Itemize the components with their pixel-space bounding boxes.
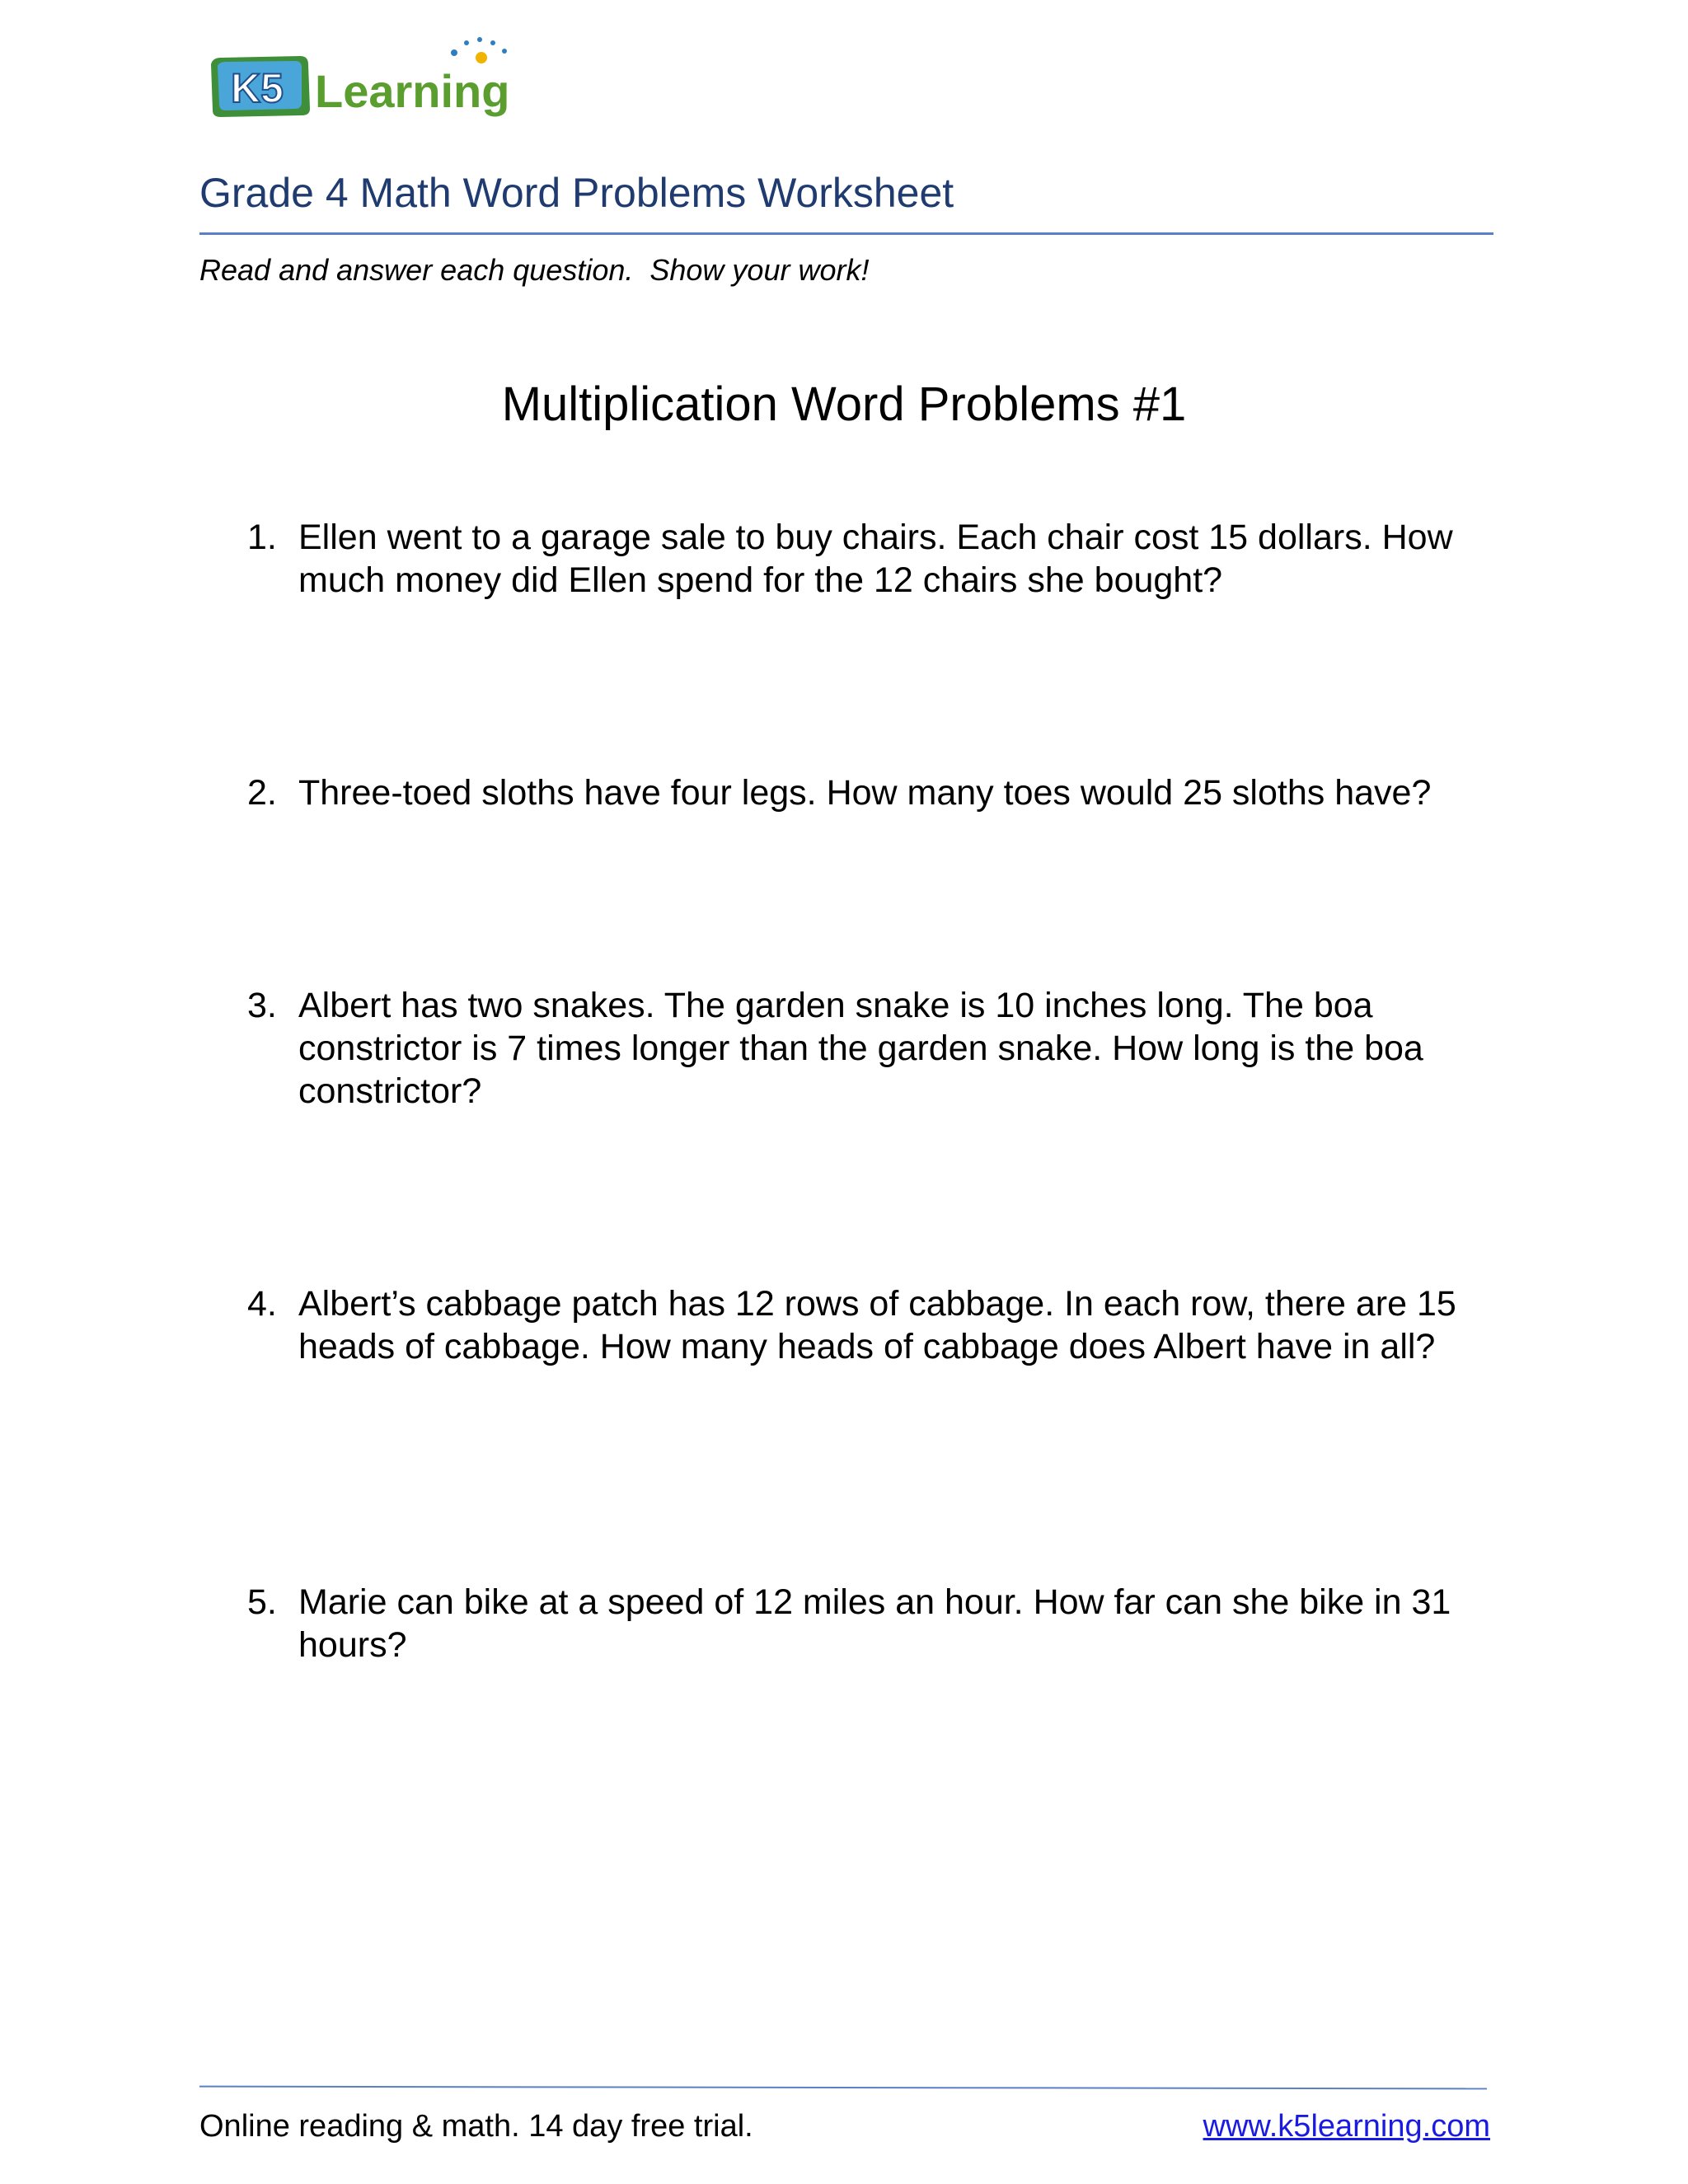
problem-text: Albert has two snakes. The garden snake is 10 inches long. The boa constrictor is 7 times longer than the garden snake. How long is the boa constrictor?	[298, 986, 1423, 1111]
problem-1	[247, 516, 1500, 602]
instructions: Read and answer each question. Show your work!	[199, 253, 870, 287]
problem-text: Ellen went to a garage sale to buy chairs. Each chair cost 15 dollars. How much money did Ellen spend for the 12 chairs she bought?	[298, 518, 1453, 600]
problem-number: 4.	[247, 1284, 277, 1324]
footer-divider	[199, 2086, 1487, 2090]
problem-number: 5.	[247, 1582, 277, 1622]
k5-learning-logo	[203, 33, 565, 124]
logo-k5-text: K5	[231, 65, 284, 111]
problem-4	[247, 1282, 1500, 1368]
problem-text: Three-toed sloths have four legs. How many toes would 25 sloths have?	[298, 773, 1432, 813]
problem-number: 2.	[247, 773, 277, 813]
logo-learning-text: Learning	[315, 65, 510, 117]
footer-tagline: Online reading & math. 14 day free trial.	[199, 2109, 753, 2144]
problem-text: Albert’s cabbage patch has 12 rows of cabbage. In each row, there are 15 heads of cabbage. How many heads of cabbage does Albert have in all?	[298, 1284, 1456, 1366]
problem-5	[247, 1581, 1500, 1666]
worksheet-title: Grade 4 Math Word Problems Worksheet	[199, 170, 954, 216]
problem-text: Marie can bike at a speed of 12 miles an hour. How far can she bike in 31 hours?	[298, 1582, 1451, 1665]
problem-2	[247, 771, 1500, 814]
problem-3	[247, 984, 1500, 1113]
title-divider	[199, 232, 1493, 235]
problem-number: 1.	[247, 518, 277, 557]
section-title: Multiplication Word Problems #1	[501, 377, 1187, 431]
problem-number: 3.	[247, 986, 277, 1025]
footer-website-link[interactable]: www.k5learning.com	[1203, 2109, 1490, 2144]
